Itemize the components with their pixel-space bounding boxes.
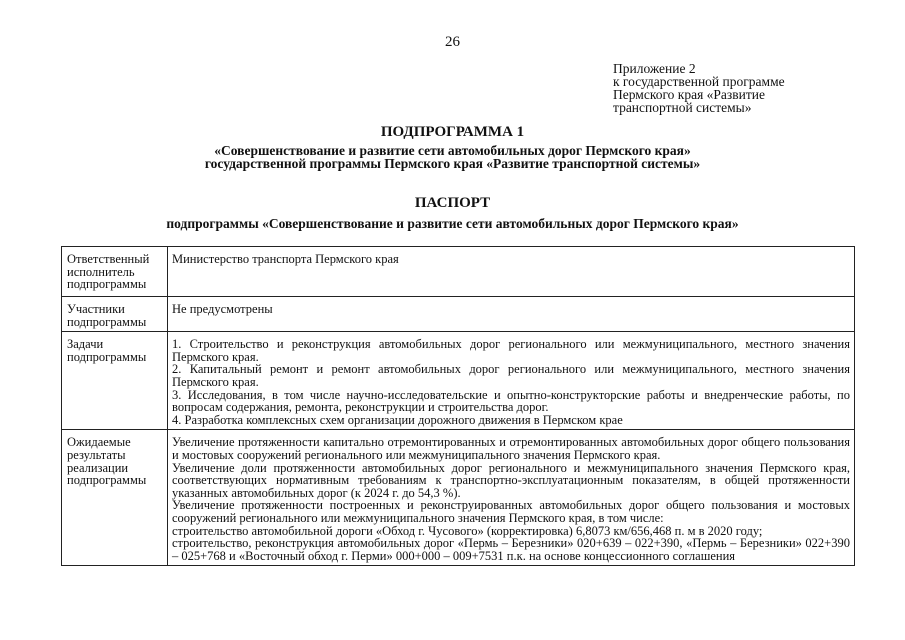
passport-title: ПАСПОРТ <box>414 195 491 211</box>
passport-table <box>61 246 855 566</box>
content-line: строительство автомобильной дороги «Обход г. Чусового» (корректировка) 6,8073 км/656,468 п. м в 2020 году; <box>172 523 763 538</box>
row-content <box>168 430 855 566</box>
row-label: Задачи подпрограммы <box>62 332 168 430</box>
table-row <box>62 247 855 297</box>
row-content <box>168 332 855 430</box>
content-line: 4. Разработка комплексных схем организации дорожного движения в Пермском крае <box>172 412 623 427</box>
content-line: строительство, реконструкция автомобильных дорог «Пермь – Березники» 020+639 – 022+390, «Пермь – Березники» 022+390 – 025+768 и «Восточный обход г. Перми» 000+000 – 009+7531 п.к. на основе концессионного соглашения <box>172 536 850 563</box>
subprogram-title: ПОДПРОГРАММА 1 <box>380 124 525 140</box>
row-label: Ответственный исполнитель подпрограммы <box>62 247 168 297</box>
row-label: Участники подпрограммы <box>62 297 168 332</box>
appendix-line: Пермского края «Развитие <box>613 87 765 102</box>
passport-subtitle: подпрограммы «Совершенствование и развитие сети автомобильных дорог Пермского края» <box>166 216 739 231</box>
row-content <box>168 247 855 297</box>
table-row <box>62 332 855 430</box>
content-line: 3. Исследования, в том числе научно-исследовательские и опытно-конструкторские работы и внедренческие работы, по вопросам содержания, ремонта, реконструкции и строительства дорог. <box>172 387 850 415</box>
content-line: Увеличение протяженности капитально отремонтированных и отремонтированных автомобильных дорог общего пользования и мостовых сооружений регионального или межмуниципального значения Пермского края. <box>172 435 850 462</box>
content-line: Министерство транспорта Пермского края <box>172 252 399 266</box>
subprogram-name-line1: «Совершенствование и развитие сети автомобильных дорог Пермского края» <box>214 143 691 158</box>
table-row <box>62 297 855 332</box>
row-content <box>168 297 855 332</box>
appendix-line: транспортной системы» <box>613 100 752 115</box>
subprogram-name-line2: государственной программы Пермского края «Развитие транспортной системы» <box>204 156 701 171</box>
page-number: 26 <box>445 34 460 50</box>
content-line: 1. Строительство и реконструкция автомобильных дорог регионального или межмуниципального, местного значения Пермского края. <box>172 337 850 364</box>
appendix-line: Приложение 2 <box>613 61 696 76</box>
table-row <box>62 430 855 566</box>
page-bottom-margin <box>0 579 905 640</box>
row-label: Ожидаемые результаты реализации подпрограммы <box>62 430 168 566</box>
appendix-line: к государственной программе <box>613 74 785 89</box>
content-line: 2. Капитальный ремонт и ремонт автомобильных дорог регионального или межмуниципального, местного значения Пермского края. <box>172 362 850 389</box>
content-line: Увеличение протяженности построенных и реконструированных автомобильных дорог общего пользования и мостовых сооружений регионального или межмуниципального значения Пермского края, в том числе: <box>172 498 850 525</box>
content-line: Не предусмотрены <box>172 302 273 316</box>
appendix-note <box>613 62 843 114</box>
content-line: Увеличение доли протяженности автомобильных дорог регионального и межмуниципального значения Пермского края, соответствующих нормативным требованиям к транспортно-эксплуатационным показателям, в общей протяженности указанных автомобильных дорог (к 2024 г. до 54,3 %). <box>172 460 850 500</box>
